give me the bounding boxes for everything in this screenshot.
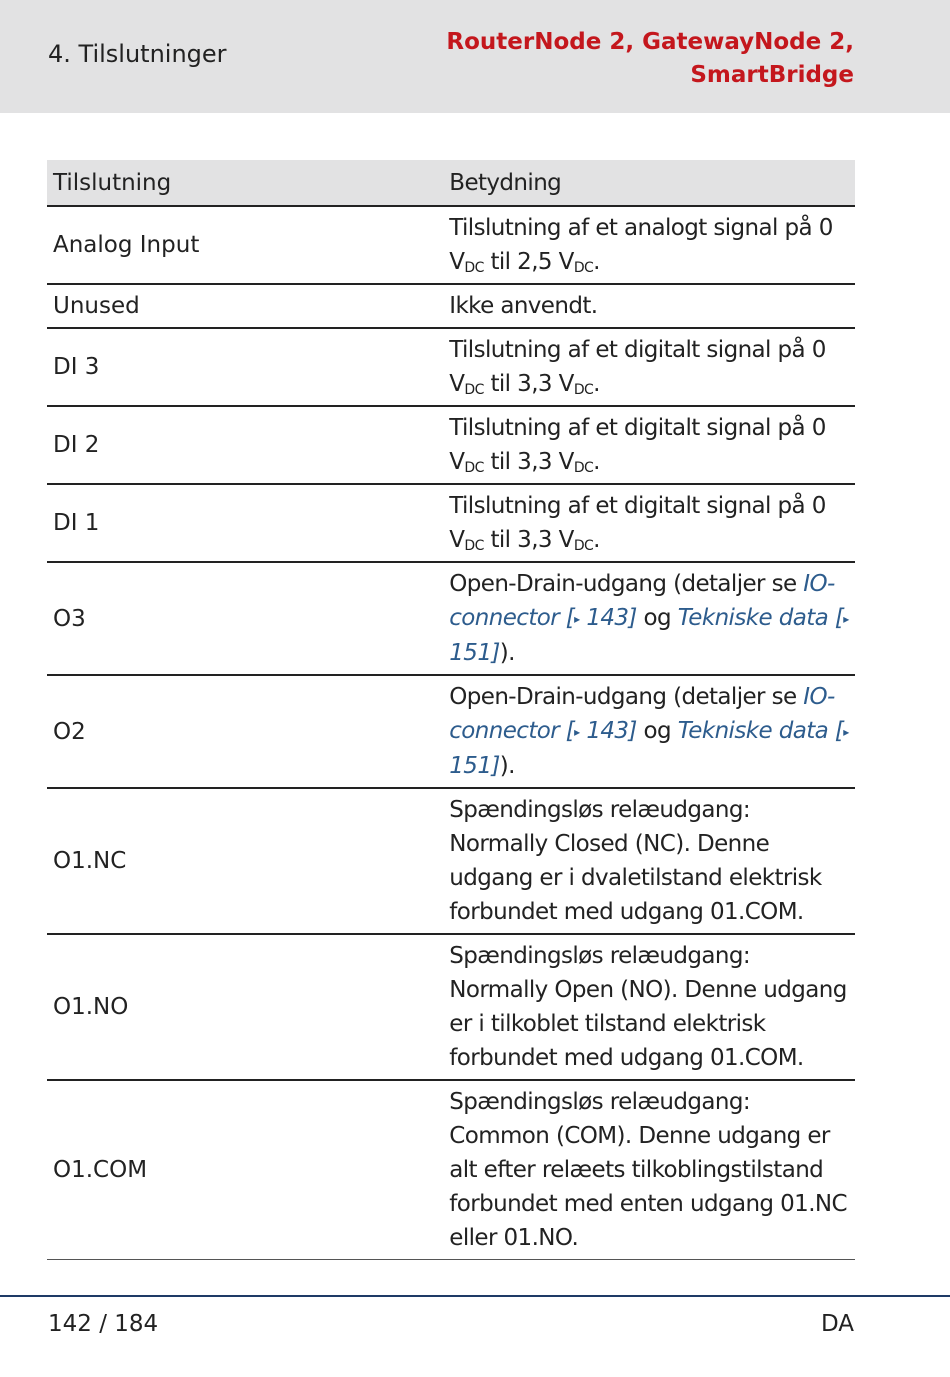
language-code: DA (820, 1311, 854, 1337)
table-row (47, 406, 855, 484)
connection-name: DI 2 (47, 406, 443, 484)
connection-name: DI 1 (47, 484, 443, 562)
table-row (47, 1080, 855, 1260)
connection-meaning: Tilslutning af et digitalt signal på 0 $V_{DC}$ til 3,3 $V_{DC}$. (443, 484, 855, 562)
connection-name: Analog Input (47, 206, 443, 284)
connection-meaning: Tilslutning af et digitalt signal på 0 $V_{DC}$ til 3,3 $V_{DC}$. (443, 406, 855, 484)
table-header-row (47, 160, 855, 206)
technical-data-link[interactable]: Tekniske data [▸ 151] (449, 605, 849, 666)
table-row (47, 484, 855, 562)
io-connector-link[interactable]: IO-connector [▸ 143] (449, 571, 835, 631)
technical-data-link[interactable]: Tekniske data [▸ 151] (449, 718, 849, 779)
footer-divider (0, 1295, 950, 1297)
section-title: 4. Tilslutninger (48, 40, 227, 68)
connection-name: O2 (47, 675, 443, 788)
connection-meaning: Spændingsløs relæudgang: Normally Open (NO). Denne udgang er i tilkoblet tilstand elektrisk forbundet med udgang 01.COM. (443, 934, 855, 1080)
triangle-right-icon: ▸ (574, 725, 580, 739)
table-row (47, 562, 855, 675)
connection-meaning: Open-Drain-udgang (detaljer se IO-connector [▸ 143] og Tekniske data [▸ 151]). (443, 562, 855, 675)
connections-table (47, 160, 855, 1260)
page-number: 142 / 184 (48, 1311, 159, 1337)
page-header (0, 0, 950, 113)
connection-meaning: Tilslutning af et analogt signal på 0 $V_{DC}$ til 2,5 $V_{DC}$. (443, 206, 855, 284)
table-row (47, 328, 855, 406)
connection-meaning: Ikke anvendt. (443, 284, 855, 328)
table-row (47, 206, 855, 284)
connection-name: Unused (47, 284, 443, 328)
table-row (47, 788, 855, 934)
connection-meaning: Tilslutning af et digitalt signal på 0 $V_{DC}$ til 3,3 $V_{DC}$. (443, 328, 855, 406)
table-row (47, 284, 855, 328)
connection-name: O3 (47, 562, 443, 675)
connection-name: O1.COM (47, 1080, 443, 1260)
connection-name: O1.NO (47, 934, 443, 1080)
connection-meaning: Spændingsløs relæudgang: Normally Closed (NC). Denne udgang er i dvaletilstand elektrisk forbundet med udgang 01.COM. (443, 788, 855, 934)
product-title: RouterNode 2, GatewayNode 2, SmartBridge (446, 29, 854, 88)
connection-meaning: Open-Drain-udgang (detaljer se IO-connector [▸ 143] og Tekniske data [▸ 151]). (443, 675, 855, 788)
triangle-right-icon: ▸ (843, 612, 849, 626)
triangle-right-icon: ▸ (574, 612, 580, 626)
connection-name: O1.NC (47, 788, 443, 934)
io-connector-link[interactable]: IO-connector [▸ 143] (449, 684, 835, 744)
table-row (47, 675, 855, 788)
connection-name: DI 3 (47, 328, 443, 406)
connection-meaning: Spændingsløs relæudgang: Common (COM). Denne udgang er alt efter relæets tilkoblingstilstand forbundet med enten udgang 01.NC eller 01.NO. (443, 1080, 855, 1260)
column-header-connection: Tilslutning (47, 160, 443, 206)
column-header-meaning: Betydning (443, 160, 855, 206)
triangle-right-icon: ▸ (843, 725, 849, 739)
table-row (47, 934, 855, 1080)
